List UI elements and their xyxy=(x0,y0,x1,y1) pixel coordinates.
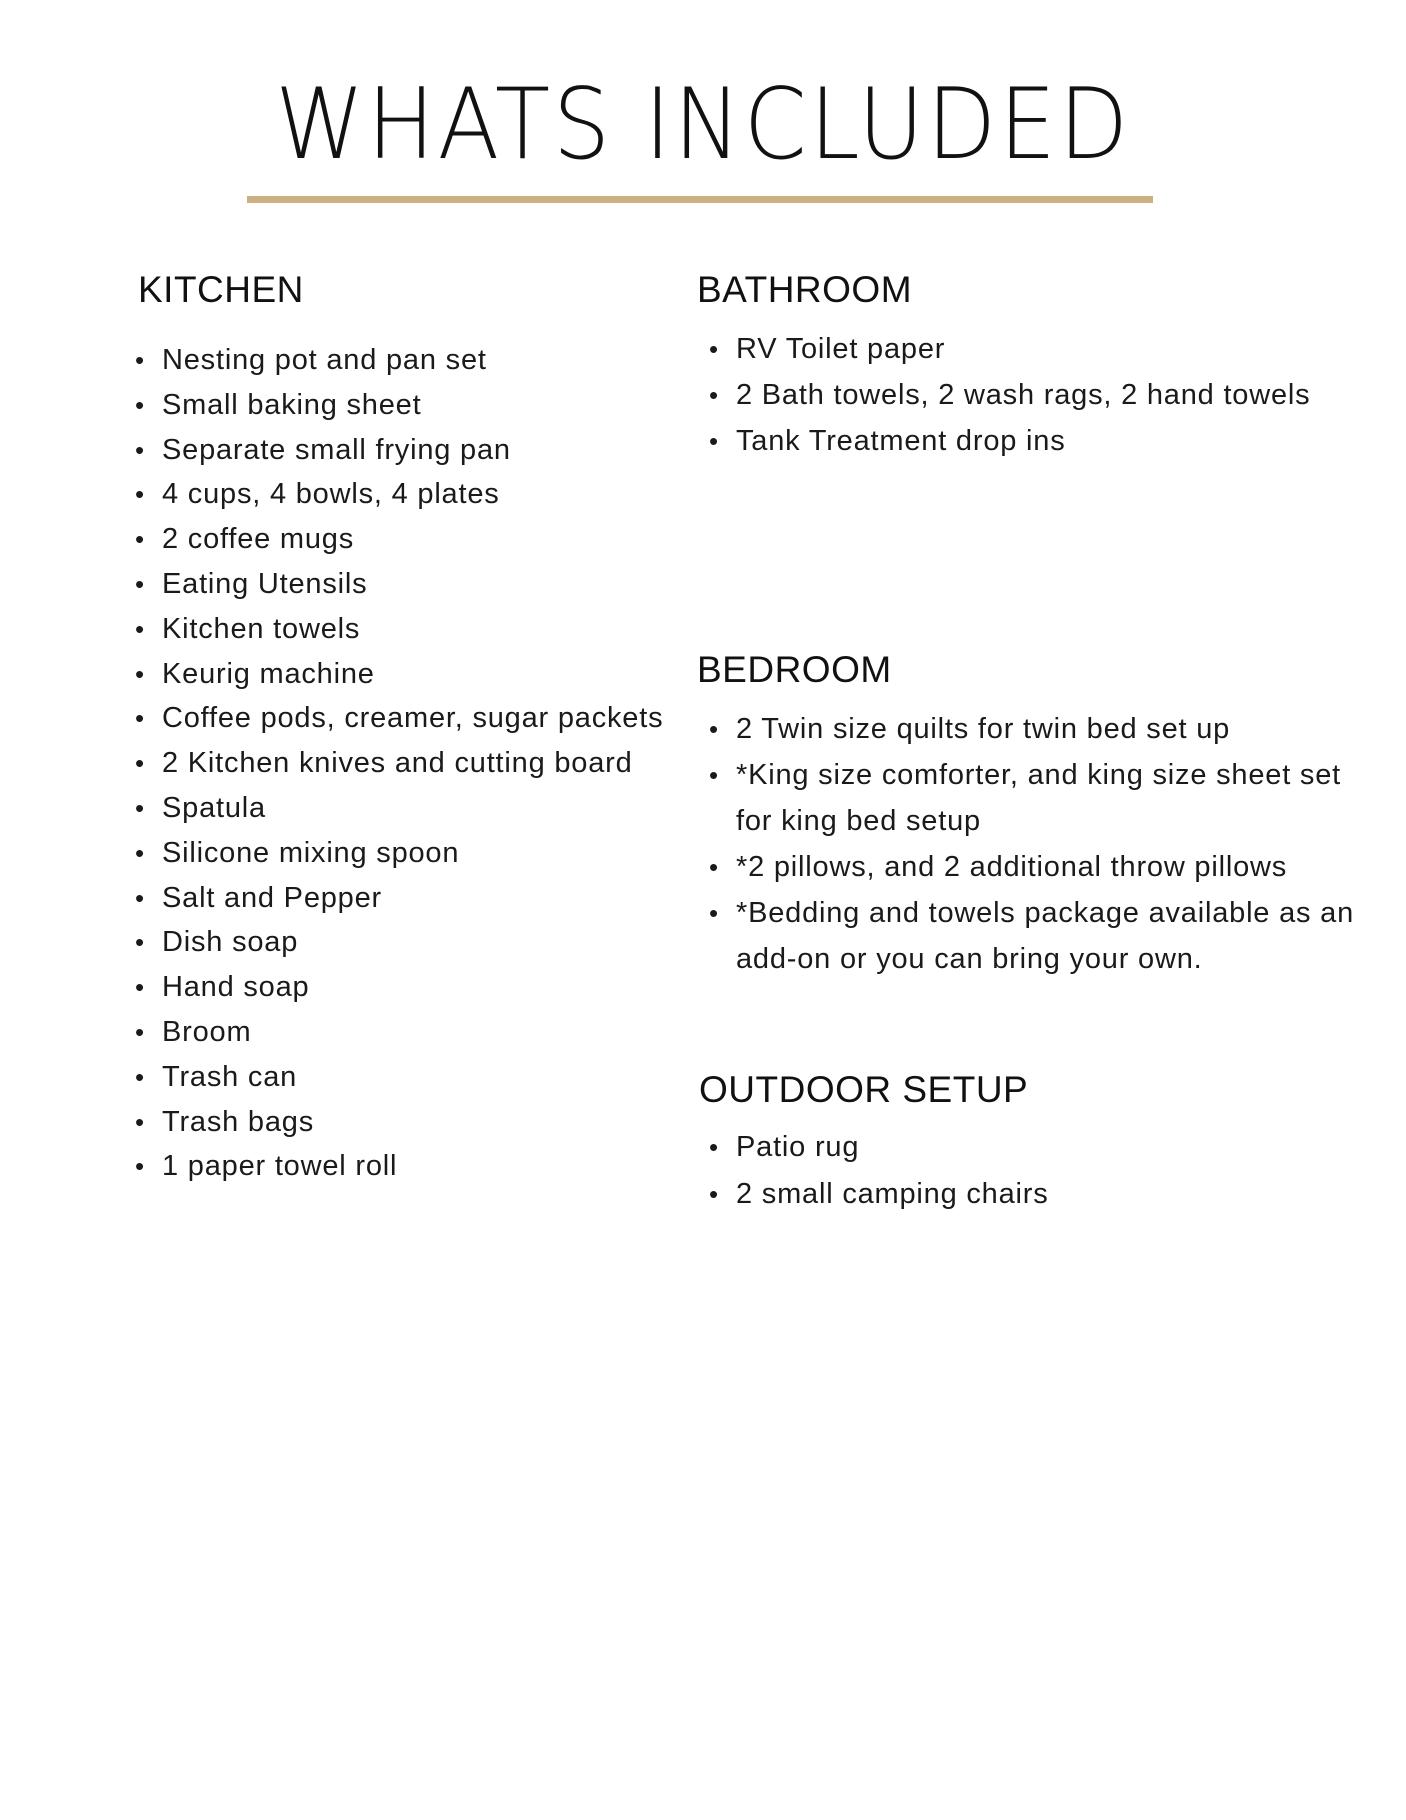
list-item-text: 2 Bath towels, 2 wash rags, 2 hand towels xyxy=(736,379,1311,411)
bullet-icon: • xyxy=(135,658,145,689)
bullet-icon: • xyxy=(709,1179,719,1209)
list-item-text: Dish soap xyxy=(162,926,299,959)
bathroom-list xyxy=(697,326,1377,464)
bullet-icon: • xyxy=(709,426,719,456)
list-item-text: *2 pillows, and 2 additional throw pillows xyxy=(736,851,1288,883)
list-item-text: Separate small frying pan xyxy=(162,433,511,466)
list-item xyxy=(135,607,678,652)
list-item-text: 1 paper towel roll xyxy=(162,1150,398,1183)
list-item-text: 2 coffee mugs xyxy=(162,523,355,556)
bathroom-section xyxy=(697,268,1377,464)
list-item-text: Eating Utensils xyxy=(162,567,368,600)
list-item xyxy=(709,372,1377,418)
list-item xyxy=(135,338,678,383)
bullet-icon: • xyxy=(135,748,145,779)
list-item xyxy=(709,326,1377,372)
list-item xyxy=(135,920,678,965)
bullet-icon: • xyxy=(709,852,719,882)
list-item xyxy=(709,706,1377,752)
list-item xyxy=(135,876,678,921)
list-item xyxy=(135,696,678,741)
bullet-icon: • xyxy=(135,389,145,420)
outdoor-section xyxy=(699,1068,1379,1218)
list-item-text: *Bedding and towels package available as an add-on or you can bring your own. xyxy=(736,897,1355,975)
list-item-text: Hand soap xyxy=(162,971,310,1004)
list-item xyxy=(709,890,1377,982)
list-item xyxy=(135,652,678,697)
list-item-text: Salt and Pepper xyxy=(162,881,382,914)
list-item xyxy=(135,1144,678,1189)
bullet-icon: • xyxy=(709,714,719,744)
bullet-icon: • xyxy=(135,927,145,958)
bedroom-list xyxy=(697,706,1377,982)
list-item xyxy=(135,965,678,1010)
bullet-icon: • xyxy=(135,1016,145,1047)
title-divider xyxy=(247,196,1153,203)
bullet-icon: • xyxy=(709,334,719,364)
list-item-text: *King size comforter, and king size sheet set for king bed setup xyxy=(736,759,1342,837)
list-item xyxy=(709,844,1377,890)
list-item-text: 2 Kitchen knives and cutting board xyxy=(162,747,633,780)
bedroom-heading: BEDROOM xyxy=(697,649,892,690)
bullet-icon: • xyxy=(135,479,145,510)
list-item xyxy=(135,786,678,831)
bathroom-heading: BATHROOM xyxy=(697,269,913,310)
list-item xyxy=(135,1010,678,1055)
list-item-text: Kitchen towels xyxy=(162,612,361,645)
page-title: WHATS INCLUDED xyxy=(275,68,1131,182)
list-item-text: Tank Treatment drop ins xyxy=(736,425,1066,457)
list-item-text: Keurig machine xyxy=(162,657,375,690)
bullet-icon: • xyxy=(709,1132,719,1162)
bullet-icon: • xyxy=(135,703,145,734)
bullet-icon: • xyxy=(135,613,145,644)
bedroom-section xyxy=(697,648,1377,982)
bullet-icon: • xyxy=(135,568,145,599)
list-item-text: 2 Twin size quilts for twin bed set up xyxy=(736,713,1231,745)
outdoor-heading: OUTDOOR SETUP xyxy=(699,1069,1029,1110)
list-item-text: Silicone mixing spoon xyxy=(162,836,460,869)
bullet-icon: • xyxy=(135,837,145,868)
bullet-icon: • xyxy=(135,792,145,823)
bullet-icon: • xyxy=(135,882,145,913)
list-item xyxy=(135,1055,678,1100)
list-item-text: Trash can xyxy=(162,1060,298,1093)
bullet-icon: • xyxy=(709,760,719,790)
list-item-text: 2 small camping chairs xyxy=(736,1178,1049,1210)
list-item-text: Broom xyxy=(162,1015,252,1048)
bullet-icon: • xyxy=(135,434,145,465)
list-item xyxy=(135,517,678,562)
list-item xyxy=(135,383,678,428)
list-item-text: Coffee pods, creamer, sugar packets xyxy=(162,702,664,735)
list-item xyxy=(135,1100,678,1145)
list-item-text: Nesting pot and pan set xyxy=(162,344,487,376)
list-item xyxy=(135,562,678,607)
list-item-text: Spatula xyxy=(162,791,266,824)
list-item xyxy=(135,741,678,786)
kitchen-heading: KITCHEN xyxy=(138,269,304,310)
outdoor-list xyxy=(699,1124,1379,1218)
list-item-text: Patio rug xyxy=(736,1131,860,1163)
bullet-icon: • xyxy=(135,1151,145,1182)
bullet-icon: • xyxy=(135,524,145,555)
list-item-text: Trash bags xyxy=(162,1105,314,1138)
list-item xyxy=(135,428,678,473)
list-item xyxy=(135,472,678,517)
list-item-text: Small baking sheet xyxy=(162,388,422,421)
list-item xyxy=(709,1124,1379,1171)
kitchen-list xyxy=(135,338,678,1189)
bullet-icon: • xyxy=(135,1061,145,1092)
bullet-icon: • xyxy=(135,1106,145,1137)
list-item xyxy=(135,831,678,876)
bullet-icon: • xyxy=(135,972,145,1003)
list-item xyxy=(709,1171,1379,1218)
list-item xyxy=(709,752,1377,844)
list-item-text: RV Toilet paper xyxy=(736,333,946,365)
kitchen-section xyxy=(135,268,678,1189)
bullet-icon: • xyxy=(709,380,719,410)
list-item-text: 4 cups, 4 bowls, 4 plates xyxy=(162,478,500,511)
list-item xyxy=(709,418,1377,464)
bullet-icon: • xyxy=(135,345,145,375)
bullet-icon: • xyxy=(709,898,719,928)
